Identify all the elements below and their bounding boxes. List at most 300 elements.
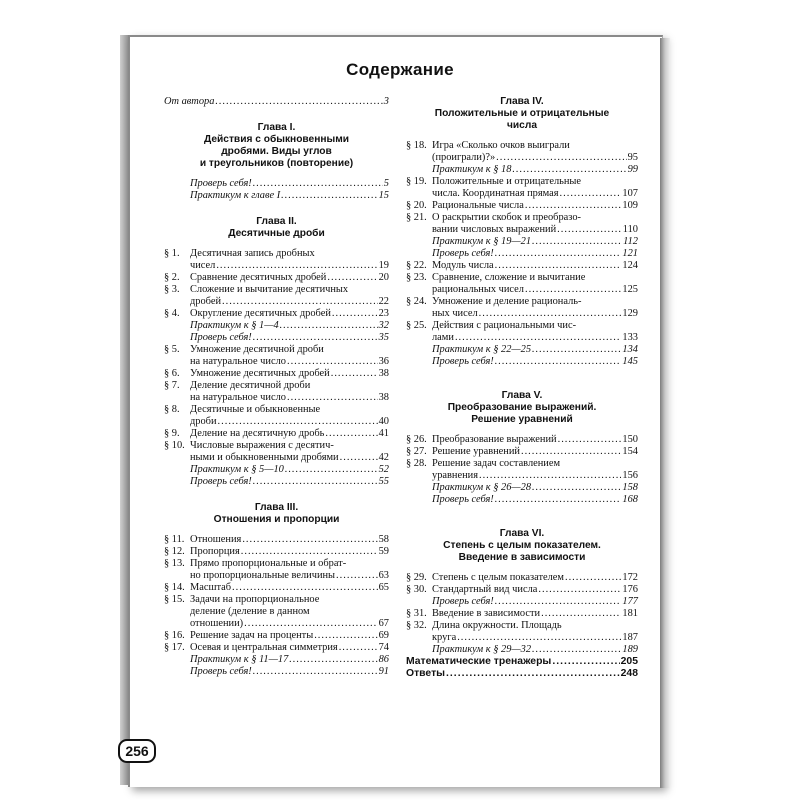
section-number: § 4. [164,308,180,319]
leader-dots [281,190,377,202]
entry-line [190,248,389,260]
toc-entry[interactable] [406,212,638,236]
entry-line [432,236,638,248]
chapter-heading [406,528,638,564]
section-number: § 2. [164,272,180,283]
page-ref: 121 [622,248,638,259]
section-number: § 3. [164,284,180,295]
entry-body [190,404,389,428]
chapter-heading-line: Десятичные дроби [228,228,325,239]
section-number: § 25. [406,320,427,331]
entry-title: но пропорциональные величины [190,570,336,581]
entry-title: Сложение и вычитание десятичных [190,284,349,295]
entry-title: Умножение и деление рациональ- [432,296,582,307]
entry-title: Проверь себя! [432,596,494,607]
toc-entry[interactable] [164,178,389,190]
section-number: § 32. [406,620,427,631]
leader-dots [532,344,621,356]
leader-dots [521,446,621,458]
entry-line [190,546,389,558]
toc-entry[interactable] [164,630,389,642]
section-number: § 26. [406,434,427,445]
entry-line [190,404,389,416]
page-ref: 52 [378,464,389,475]
section-number: § 11. [164,534,185,545]
entry-line [190,452,389,464]
entry-line [190,666,389,678]
entry-title: Модуль числа [432,260,494,271]
leader-dots [538,584,621,596]
page-ref: 91 [378,666,389,677]
leader-dots [455,332,621,344]
entry-body [190,630,389,642]
entry-line [190,416,389,428]
page-ref: 69 [378,630,389,641]
spacer [406,506,638,520]
entry-title: Степень с целым показателем [432,572,564,583]
entry-line [190,534,389,546]
entry-body [190,666,389,678]
toc-entry[interactable] [164,666,389,678]
entry-line [432,320,638,332]
entry-title: Длина окружности. Площадь [432,620,562,631]
entry-line [190,284,389,296]
leader-dots [457,632,621,644]
entry-body [432,572,638,584]
spacer [406,382,638,390]
entry-body [190,308,389,320]
page-ref: 22 [378,296,389,307]
toc-entry[interactable] [406,620,638,644]
entry-title: вании числовых выражений [432,224,557,235]
toc-entry[interactable] [164,534,389,546]
leader-dots [331,368,378,380]
chapter-heading [406,390,638,426]
entry-line [190,642,389,654]
toc-entry[interactable] [406,320,638,344]
page-ref: 55 [378,476,389,487]
entry-body [190,440,389,464]
page-ref: 63 [378,570,389,581]
entry-title: Введение в зависимости [432,608,541,619]
toc-entry[interactable] [164,344,389,368]
chapter-heading-line: Действия с обыкновенными [203,134,350,145]
toc-entry[interactable] [406,356,638,368]
page-edge-right [660,38,670,788]
entry-title: Проверь себя! [432,248,494,259]
leader-dots [495,494,622,506]
chapter-heading-line: Степень с целым показателем. [443,540,601,551]
toc-entry[interactable] [164,654,389,666]
leader-dots [253,476,378,488]
section-number: § 20. [406,200,427,211]
entry-line [190,332,389,344]
page-ref: 35 [378,332,389,343]
entry-title: рациональных чисел [432,284,524,295]
entry-body [432,446,638,458]
toc-entry[interactable] [406,446,638,458]
leader-dots [242,534,377,546]
entry-title: на натуральное число [190,392,286,403]
entry-title: Практикум к § 19—21 [432,236,532,247]
leader-dots [253,666,378,678]
entry-line [432,188,638,200]
section-number: § 8. [164,404,180,415]
page-ref: 95 [627,152,638,163]
entry-line [190,630,389,642]
section-number: § 12. [164,546,185,557]
page-ref: 205 [620,656,638,667]
entry-line [432,332,638,344]
page-ref: 86 [378,654,389,665]
entry-line [406,656,638,668]
leader-dots [253,178,383,190]
leader-dots [339,642,378,654]
entry-body [164,96,389,108]
chapter-heading-line: Глава III. [254,502,299,513]
page-ref: 59 [378,546,389,557]
entry-line [190,476,389,488]
entry-title: Практикум к § 5—10 [190,464,284,475]
entry-line [432,446,638,458]
page-ref: 187 [622,632,638,643]
entry-body [432,164,638,176]
leader-dots [495,356,622,368]
toc-entry[interactable] [406,164,638,176]
page-ref: 5 [383,178,389,189]
toc-entry[interactable] [164,308,389,320]
section-number: § 7. [164,380,180,391]
leader-dots [532,236,622,248]
leader-dots [557,224,622,236]
entry-body [432,584,638,596]
entry-title: От автора [164,96,215,107]
chapter-heading-line: Глава II. [256,216,297,227]
toc-entry[interactable] [406,458,638,482]
entry-title: Практикум к § 11—17 [190,654,289,665]
toc-entry[interactable] [164,582,389,594]
page-ref: 109 [622,200,638,211]
entry-body [190,546,389,558]
chapter-heading [164,216,389,240]
page-ref: 177 [622,596,638,607]
entry-line [432,356,638,368]
page-ref: 23 [378,308,389,319]
toc-entry[interactable] [164,558,389,582]
entry-body [432,236,638,248]
entry-title: Осевая и центральная симметрия [190,642,338,653]
chapter-heading [406,96,638,132]
entry-body [432,212,638,236]
entry-title: Положительные и отрицательные [432,176,582,187]
entry-line [432,284,638,296]
toc-entry[interactable] [406,260,638,272]
toc-entry[interactable] [406,644,638,656]
section-number: § 30. [406,584,427,595]
entry-title: Проверь себя! [190,332,252,343]
toc-entry[interactable] [406,344,638,356]
leader-dots [289,654,377,666]
leader-dots [332,308,378,320]
page-ref: 181 [622,608,638,619]
entry-title: Практикум к § 22—25 [432,344,532,355]
entry-title: Числовые выражения с десятич- [190,440,334,451]
entry-body [190,464,389,476]
leader-dots [525,200,622,212]
chapter-heading-line: Введение в зависимости [458,552,586,563]
leader-dots [325,428,377,440]
page-ref: 129 [622,308,638,319]
entry-body [190,178,389,190]
section-number: § 23. [406,272,427,283]
toc-entry[interactable] [406,434,638,446]
entry-line [190,344,389,356]
entry-line [432,212,638,224]
entry-title: Сравнение, сложение и вычитание [432,272,586,283]
entry-title: Практикум к § 26—28 [432,482,532,493]
entry-body [432,260,638,272]
entry-title: Действия с рациональными чис- [432,320,577,331]
leader-dots [525,284,621,296]
entry-line [190,464,389,476]
entry-line [432,644,638,656]
entry-line [432,260,638,272]
entry-body [190,582,389,594]
entry-title: Практикум к § 29—32 [432,644,532,655]
chapter-heading [164,502,389,526]
toc-entry[interactable] [164,190,389,202]
toc-entry[interactable] [406,296,638,320]
toc-entry[interactable] [406,272,638,296]
chapter-heading-line: числа [507,120,537,131]
page-ref: 110 [622,224,638,235]
toc-entry[interactable] [406,596,638,608]
toc-entry[interactable] [406,656,638,668]
entry-title: Отношения [190,534,242,545]
toc-entry[interactable] [406,482,638,494]
entry-line [190,392,389,404]
entry-body [190,380,389,404]
leader-dots [244,618,377,630]
entry-title: Масштаб [190,582,232,593]
toc-entry[interactable] [406,140,638,164]
page-ref: 168 [622,494,638,505]
toc-entry[interactable] [406,236,638,248]
entry-body [432,434,638,446]
entry-title: Стандартный вид числа [432,584,538,595]
entry-title: О раскрытии скобок и преобразо- [432,212,581,223]
section-number: § 24. [406,296,427,307]
page-ref: 58 [378,534,389,545]
leader-dots [253,332,378,344]
page-ref: 176 [622,584,638,595]
entry-title: Умножение десятичной дроби [190,344,324,355]
entry-body [406,668,638,680]
page-ref: 38 [378,392,389,403]
toc-entry[interactable] [164,320,389,332]
entry-body [190,654,389,666]
entry-body [432,458,638,482]
entry-body [432,344,638,356]
entry-title: чисел [190,260,216,271]
spacer [164,108,389,122]
entry-title: Прямо пропорциональные и обрат- [190,558,347,569]
page-ref: 125 [622,284,638,295]
leader-dots [287,356,378,368]
spacer [164,202,389,216]
spacer [406,368,638,382]
entry-body [432,494,638,506]
entry-title: Деление на десятичную дробь [190,428,325,439]
leader-dots [215,96,382,108]
section-number: § 28. [406,458,427,469]
chapter-heading-line: Отношения и пропорции [213,514,340,525]
entry-body [432,608,638,620]
section-number: § 13. [164,558,185,569]
leader-dots [495,596,622,608]
entry-line [190,190,389,202]
entry-body [190,332,389,344]
toc-entry[interactable] [164,332,389,344]
entry-line [432,470,638,482]
entry-line [432,140,638,152]
entry-line [190,606,389,618]
page-ref: 40 [378,416,389,427]
entry-line [190,178,389,190]
page-number: 256 [118,739,156,763]
entry-line [190,272,389,284]
page-ref: 42 [378,452,389,463]
toc-entry[interactable] [406,248,638,260]
entry-body [190,476,389,488]
entry-title: ных чисел [432,308,478,319]
toc-entry[interactable] [406,584,638,596]
entry-line [432,152,638,164]
leader-dots [532,644,621,656]
entry-line [432,176,638,188]
entry-line [432,584,638,596]
entry-line [190,320,389,332]
entry-line [190,296,389,308]
toc-entry[interactable] [406,494,638,506]
toc-entry[interactable] [406,572,638,584]
entry-line [190,260,389,272]
entry-body [190,594,389,630]
toc-entry[interactable] [164,546,389,558]
entry-line [190,570,389,582]
entry-title: Практикум к § 18 [432,164,512,175]
entry-title: Проверь себя! [432,356,494,367]
leader-dots [565,572,621,584]
toc-entry[interactable] [164,594,389,630]
section-number: § 1. [164,248,180,259]
entry-title: Проверь себя! [432,494,494,505]
leader-dots [495,260,622,272]
leader-dots [280,320,378,332]
toc-entry[interactable] [164,464,389,476]
entry-line [190,594,389,606]
leader-dots [314,630,377,642]
entry-body [190,272,389,284]
section-number: § 5. [164,344,180,355]
page-ref: 145 [622,356,638,367]
entry-title: Проверь себя! [190,178,252,189]
page-ref: 36 [378,356,389,367]
leader-dots [479,308,622,320]
toc-entry[interactable] [406,608,638,620]
entry-line [190,558,389,570]
entry-line [190,308,389,320]
leader-dots [222,296,378,308]
leader-dots [541,608,621,620]
toc-entry[interactable] [164,284,389,308]
toc-entry[interactable] [164,476,389,488]
section-number: § 10. [164,440,185,451]
entry-line [432,272,638,284]
entry-line [432,248,638,260]
toc-entry[interactable] [406,668,638,680]
entry-body [432,200,638,212]
entry-title: Задачи на пропорциональное [190,594,320,605]
entry-line [164,96,389,108]
toc-entry[interactable] [164,380,389,404]
entry-title: Сравнение десятичных дробей [190,272,327,283]
chapter-heading-line: Глава VI. [499,528,545,539]
toc-entry[interactable] [164,96,389,108]
toc-entry[interactable] [406,200,638,212]
entry-line [190,618,389,630]
toc-entry[interactable] [164,248,389,272]
entry-title: отношении) [190,618,244,629]
entry-line [406,668,638,680]
toc-entry[interactable] [164,440,389,464]
entry-body [432,620,638,644]
entry-body [190,284,389,308]
page-ref: 112 [623,236,638,247]
entry-line [190,654,389,666]
toc-entry[interactable] [164,642,389,654]
page-ref: 99 [627,164,638,175]
page-ref: 32 [378,320,389,331]
toc-entry[interactable] [164,428,389,440]
section-number: § 17. [164,642,185,653]
entry-body [432,176,638,200]
entry-line [432,458,638,470]
entry-title: круга [432,632,457,643]
leader-dots [327,272,377,284]
entry-body [190,642,389,654]
leader-dots [446,668,620,680]
leader-dots [479,470,621,482]
toc-entry[interactable] [164,404,389,428]
entry-body [432,356,638,368]
section-number: § 9. [164,428,180,439]
toc-entry[interactable] [164,272,389,284]
entry-body [432,140,638,164]
entry-title: Преобразование выражений [432,434,557,445]
page-ref: 133 [622,332,638,343]
page-ref: 74 [378,642,389,653]
entry-title: Практикум к главе I [190,190,281,201]
leader-dots [232,582,378,594]
page-ref: 41 [378,428,389,439]
entry-body [406,656,638,668]
leader-dots [512,164,626,176]
toc-entry[interactable] [406,176,638,200]
leader-dots [336,570,378,582]
page-ref: 124 [622,260,638,271]
toc-entry[interactable] [164,368,389,380]
